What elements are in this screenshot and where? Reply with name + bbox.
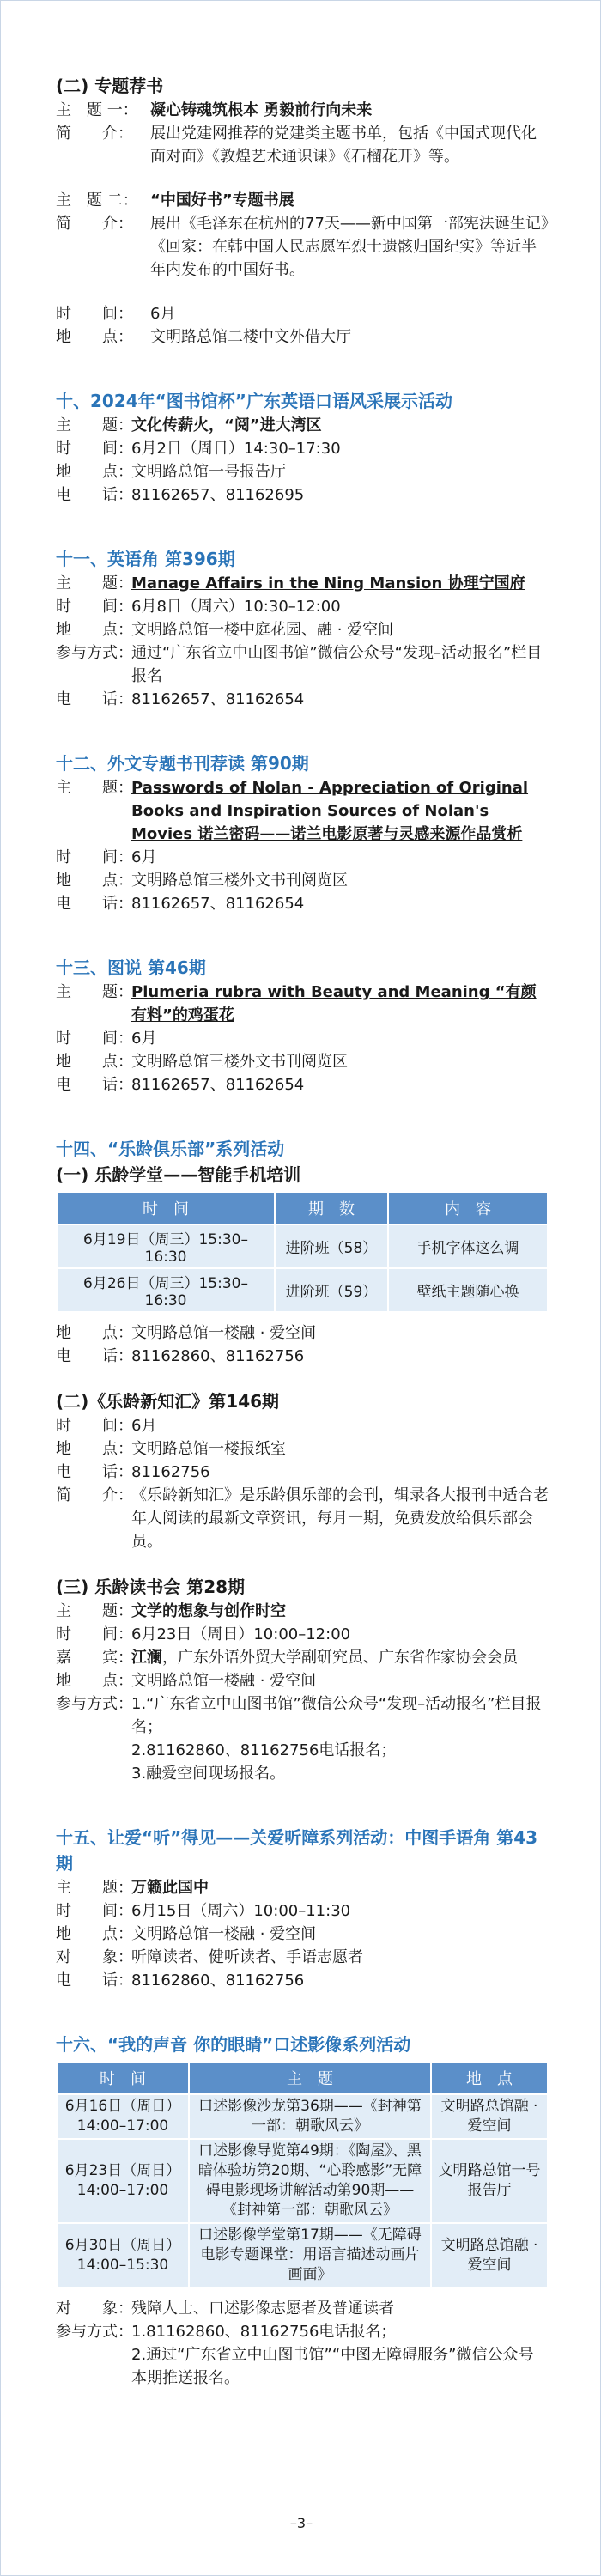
section-english-speaking (56, 388, 549, 507)
label: 主 题： (56, 574, 133, 592)
place: 文明路总馆一楼融 · 爱空间 (131, 1672, 317, 1690)
label: 对 象： (56, 1948, 133, 1966)
section-audio-description (56, 2032, 549, 2390)
table-row (57, 2223, 548, 2287)
topic-one: 凝心铸魂筑根本 勇毅前行向未来 (150, 101, 373, 119)
label: 简 介： (56, 215, 133, 233)
table-header (57, 1192, 548, 1224)
table-cell: 口述影像学堂第17期——《无障碍电影专题课堂：用语言描述动画片画面》 (189, 2223, 431, 2287)
table-row (57, 1224, 548, 1268)
label: 主 题 二： (56, 191, 138, 210)
phone: 81162860、81162756 (131, 1347, 305, 1365)
intro-one: 展出党建网推荐的党建类主题书单，包括《中国式现代化面对面》《敦煌艺术通识课》《石榴花开》等。 (150, 125, 537, 166)
place: 文明路总馆一号报告厅 (131, 463, 286, 481)
place: 文明路总馆三楼外文书刊阅览区 (131, 1053, 348, 1071)
topic: 文学的想象与创作时空 (131, 1602, 286, 1620)
table-cell: 口述影像沙龙第36期——《封神第一部：朝歌风云》 (189, 2094, 431, 2139)
section-sign-language (56, 1825, 549, 1992)
table-cell: 文明路总馆一号报告厅 (431, 2139, 548, 2223)
label: 地 点： (56, 1440, 133, 1458)
subsection-heading: (三) 乐龄读书会 第28期 (56, 1577, 246, 1597)
table-cell: 口述影像导览第49期：《陶屋》、黑暗体验坊第20期、“心聆感影”无障碍电影现场讲解活动第90期——《封神第一部：朝歌风云》 (189, 2139, 431, 2223)
section-heading: (二) 专题荐书 (56, 76, 164, 96)
training-table (56, 1191, 549, 1313)
time: 6月15日（周六）10:00–11:30 (131, 1902, 351, 1920)
method-item: 2.81162860、81162756电话报名； (131, 1741, 397, 1759)
section-special-books (56, 73, 549, 349)
table-row (57, 2139, 548, 2223)
section-heading: 十、2024年“图书馆杯”广东英语口语风采展示活动 (56, 391, 452, 411)
label: 地 点： (56, 328, 133, 346)
audience: 残障人士、口述影像志愿者及普通读者 (131, 2300, 394, 2318)
topic: Manage Affairs in the Ning Mansion 协理宁国府 (131, 574, 525, 592)
label: 电 话： (56, 1463, 133, 1481)
place: 文明路总馆二楼中文外借大厅 (150, 328, 351, 346)
place: 文明路总馆三楼外文书刊阅览区 (131, 872, 348, 890)
label: 时 间： (56, 1030, 133, 1048)
label: 主 题： (56, 1602, 133, 1620)
place: 文明路总馆一楼中庭花园、融 · 爱空间 (131, 621, 394, 639)
table-cell: 6月23日（周日）14:00–17:00 (57, 2139, 189, 2223)
label: 嘉 宾： (56, 1649, 133, 1667)
label: 电 话： (56, 486, 133, 504)
table-cell: 文明路总馆融 · 爱空间 (431, 2094, 548, 2139)
time: 6月8日（周六）10:30–12:00 (131, 598, 341, 616)
topic: 万籁此国中 (131, 1879, 209, 1897)
label: 地 点： (56, 1053, 133, 1071)
method-item: 1.81162860、81162756电话报名； (131, 2323, 397, 2341)
label: 时 间： (56, 1417, 133, 1435)
topic: 文化传薪火，“阅”进大湾区 (131, 416, 322, 434)
table-cell: 壁纸主题随心换 (388, 1268, 548, 1312)
subsection-heading: (一) 乐龄学堂——智能手机培训 (56, 1164, 301, 1185)
phone: 81162657、81162654 (131, 895, 305, 913)
section-illustrated (56, 955, 549, 1097)
participation (131, 1692, 549, 1785)
label: 主 题： (56, 1879, 133, 1897)
participation (131, 2320, 549, 2390)
table-cell: 进阶班（59） (275, 1268, 388, 1312)
participation: 通过“广东省立中山图书馆”微信公众号“发现–活动报名”栏目报名 (131, 644, 543, 685)
intro: 《乐龄新知汇》是乐龄俱乐部的会刊，辑录各大报刊中适合老年人阅读的最新文章资讯，每月一期，免费发放给俱乐部会员。 (131, 1486, 549, 1551)
label: 对 象： (56, 2300, 133, 2318)
phone: 81162657、81162695 (131, 486, 305, 504)
content (56, 73, 549, 2429)
column-header: 时 间 (57, 2062, 189, 2094)
label: 参与方式： (56, 2323, 133, 2341)
section-english-corner (56, 546, 549, 711)
label: 参与方式： (56, 1695, 133, 1713)
label: 简 介： (56, 1486, 133, 1504)
label: 地 点： (56, 1324, 133, 1342)
method-item: 2.通过“广东省立中山图书馆”“中图无障碍服务”微信公众号本期推送报名。 (131, 2346, 534, 2387)
label: 时 间： (56, 598, 133, 616)
table-cell: 6月19日（周三）15:30–16:30 (57, 1224, 275, 1268)
topic: Passwords of Nolan - Appreciation of Original Books and Inspiration Sources of Nolan's Movies 诺兰密码——诺兰电影原著与灵感来源作品赏析 (131, 779, 529, 843)
place: 文明路总馆一楼融 · 爱空间 (131, 1925, 317, 1943)
label: 主 题： (56, 983, 133, 1001)
label: 主 题： (56, 779, 133, 797)
label: 电 话： (56, 1347, 133, 1365)
label: 时 间： (56, 305, 133, 323)
phone: 81162756 (131, 1463, 210, 1481)
label: 地 点： (56, 1925, 133, 1943)
table-header (57, 2062, 548, 2094)
topic-two: “中国好书”专题书展 (150, 191, 294, 210)
page-number: –3– (289, 2515, 313, 2531)
time: 6月23日（周日）10:00–12:00 (131, 1625, 351, 1643)
column-header: 内 容 (388, 1192, 548, 1224)
time: 6月 (131, 848, 157, 866)
table-cell: 6月16日（周日）14:00–17:00 (57, 2094, 189, 2139)
table-row (57, 1268, 548, 1312)
label: 参与方式： (56, 644, 133, 662)
section-heading: 十五、让爱“听”得见——关爱听障系列活动：中图手语角 第43期 (56, 1827, 538, 1874)
time: 6月 (150, 305, 176, 323)
topic: Plumeria rubra with Beauty and Meaning “有颜有料”的鸡蛋花 (131, 983, 537, 1024)
section-heading: 十三、图说 第46期 (56, 957, 206, 978)
label: 地 点： (56, 1672, 133, 1690)
table-row (57, 2094, 548, 2139)
place: 文明路总馆一楼报纸室 (131, 1440, 286, 1458)
label: 电 话： (56, 1971, 133, 1990)
table-cell: 手机字体这么调 (388, 1224, 548, 1268)
label: 电 话： (56, 690, 133, 708)
label: 时 间： (56, 1902, 133, 1920)
guest-name: 江澜 (131, 1649, 162, 1667)
section-heading: 十四、“乐龄俱乐部”系列活动 (56, 1139, 285, 1159)
label: 地 点： (56, 621, 133, 639)
phone: 81162657、81162654 (131, 1076, 305, 1094)
label: 地 点： (56, 872, 133, 890)
audience: 听障读者、健听读者、手语志愿者 (131, 1948, 363, 1966)
method-item: 1.“广东省立中山图书馆”微信公众号“发现–活动报名”栏目报名； (131, 1695, 542, 1736)
audio-description-table (56, 2061, 549, 2288)
table-cell: 文明路总馆融 · 爱空间 (431, 2223, 548, 2287)
section-heading: 十六、“我的声音 你的眼睛”口述影像系列活动 (56, 2034, 411, 2055)
subsection-heading: (二)《乐龄新知汇》第146期 (56, 1391, 280, 1412)
label: 地 点： (56, 463, 133, 481)
section-foreign-books (56, 750, 549, 915)
label: 电 话： (56, 895, 133, 913)
section-heading: 十一、英语角 第396期 (56, 549, 235, 569)
section-senior-club (56, 1136, 549, 1785)
method-item: 3.融爱空间现场报名。 (131, 1765, 286, 1783)
label: 时 间： (56, 440, 133, 458)
column-header: 主 题 (189, 2062, 431, 2094)
label: 电 话： (56, 1076, 133, 1094)
label: 主 题 一： (56, 101, 138, 119)
label: 主 题： (56, 416, 133, 434)
phone: 81162657、81162654 (131, 690, 305, 708)
label: 简 介： (56, 125, 133, 143)
time: 6月2日（周日）14:30–17:30 (131, 440, 341, 458)
guest (131, 1646, 549, 1669)
time: 6月 (131, 1030, 157, 1048)
label: 时 间： (56, 1625, 133, 1643)
place: 文明路总馆一楼融 · 爱空间 (131, 1324, 317, 1342)
guest-description: ，广东外语外贸大学副研究员、广东省作家协会会员 (162, 1649, 518, 1667)
column-header: 地 点 (431, 2062, 548, 2094)
label: 时 间： (56, 848, 133, 866)
time: 6月 (131, 1417, 157, 1435)
section-heading: 十二、外文专题书刊荐读 第90期 (56, 753, 309, 774)
table-cell: 6月26日（周三）15:30–16:30 (57, 1268, 275, 1312)
table-cell: 6月30日（周日）14:00–15:30 (57, 2223, 189, 2287)
intro-two: 展出《毛泽东在杭州的77天——新中国第一部宪法诞生记》《回家：在韩中国人民志愿军烈士遗骸归国纪实》等近半年内发布的中国好书。 (150, 215, 549, 279)
column-header: 时 间 (57, 1192, 275, 1224)
column-header: 期 数 (275, 1192, 388, 1224)
phone: 81162860、81162756 (131, 1971, 305, 1990)
table-cell: 进阶班（58） (275, 1224, 388, 1268)
